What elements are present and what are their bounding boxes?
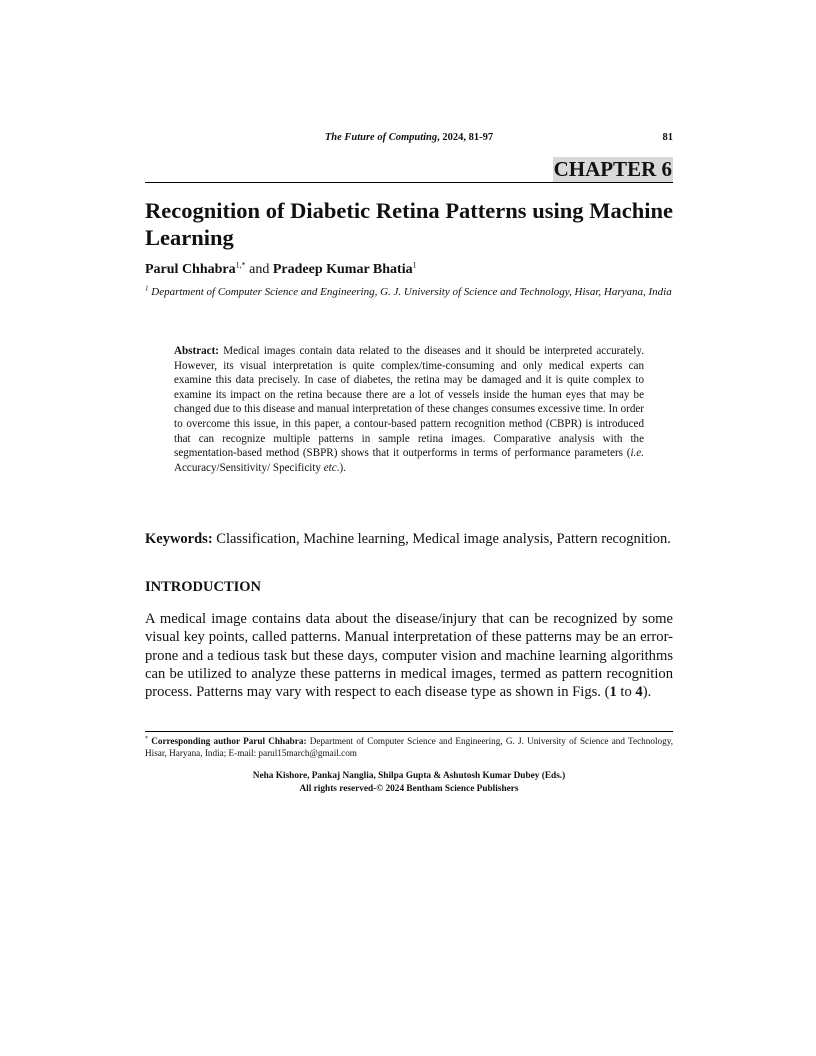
- intro-text: to: [616, 684, 636, 701]
- affiliation: [145, 285, 673, 300]
- keywords-label: Keywords:: [145, 531, 213, 547]
- affiliation-text: Department of Computer Science and Engineering, G. J. University of Science and Technology, Hisar, Haryana, India: [148, 286, 672, 298]
- footnote-divider: [145, 731, 673, 732]
- journal-title: The Future of Computing: [324, 132, 438, 143]
- editors-line: Neha Kishore, Pankaj Nanglia, Shilpa Gupta & Ashutosh Kumar Dubey (Eds.): [252, 771, 566, 781]
- abstract: [174, 344, 644, 475]
- page-number: 81: [662, 132, 673, 143]
- abstract-etc: etc: [323, 461, 337, 474]
- rights-line: All rights reserved-© 2024 Bentham Science Publishers: [299, 783, 519, 794]
- chapter-label: CHAPTER 6: [553, 157, 672, 181]
- journal-citation: [145, 132, 673, 143]
- figure-ref-start[interactable]: 1: [609, 684, 617, 701]
- keywords: [145, 530, 673, 549]
- intro-paragraph: [145, 610, 673, 701]
- header-divider: [145, 182, 673, 183]
- abstract-ie: i.e.: [630, 447, 644, 460]
- paper-title: Recognition of Diabetic Retina Patterns using Machine Learning: [145, 198, 673, 250]
- author-list: [145, 260, 673, 280]
- intro-text: A medical image contains data about the disease/injury that can be recognized by some visual key points, called patterns. Manual interpretation of these patterns may be an error-prone and a tedious task but these days, computer vision and machine learning algorithms can be utilized to analyze these patterns in medical images, termed as pattern recognition process. Patterns may vary with respect to each disease type as shown in Figs. (: [145, 611, 673, 701]
- journal-volume-pages: , 2024, 81-97: [437, 132, 494, 143]
- author-name: Parul Chhabra: [145, 262, 236, 277]
- author-affiliation-marker: 1: [412, 260, 417, 270]
- section-heading: INTRODUCTION: [145, 579, 262, 595]
- footnote-text: Department of Computer Science and Engineering, G. J. University of Science and Technology, Hisar, Haryana, India; E-mail: parul15march@gmail.com: [145, 736, 673, 758]
- footnote-marker: *: [145, 735, 148, 742]
- figure-ref-end[interactable]: 4: [635, 684, 643, 701]
- author-name: Pradeep Kumar Bhatia: [272, 262, 413, 277]
- abstract-text: Medical images contain data related to the diseases and it should be interpreted accurately. However, its visual interpretation is quite complex/time-consuming and only medical experts can examine this data precisely. In case of diabetes, the retina may be damaged and it is quite complex to examine its impact on the retina because there are a lot of vessels inside the human eyes that may be changed due to this disease and manual interpretation of these changes consumes excessive time. In order to overcome this issue, in this paper, a contour-based pattern recognition method (CBPR) is introduced that can recognize multiple patterns in sample retina images. Comparative analysis with the segmentation-based method (SBPR) shows that it outperforms in terms of performance parameters (: [174, 345, 644, 460]
- author-conjunction: and: [245, 262, 273, 277]
- footnote-label: Corresponding author Parul Chhabra:: [148, 736, 307, 746]
- abstract-text: .).: [336, 461, 346, 474]
- abstract-label: Abstract:: [174, 345, 219, 357]
- keywords-text: Classification, Machine learning, Medical image analysis, Pattern recognition.: [212, 531, 671, 547]
- author-affiliation-marker: 1,*: [235, 260, 246, 270]
- affiliation-marker: 1: [145, 284, 149, 293]
- intro-text: ).: [642, 684, 652, 701]
- footnote: [145, 735, 673, 759]
- publisher-block: [145, 770, 673, 795]
- abstract-text: Accuracy/Sensitivity/ Specificity: [174, 461, 324, 474]
